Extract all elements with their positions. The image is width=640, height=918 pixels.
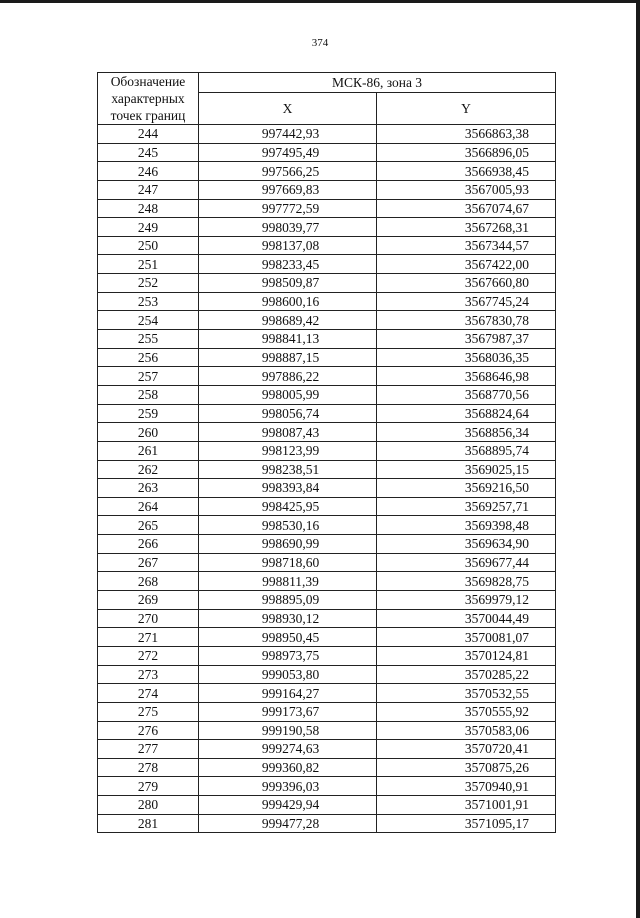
point-number-cell: 268 (98, 572, 199, 591)
table-row (98, 236, 556, 255)
table-row (98, 162, 556, 181)
table-row (98, 702, 556, 721)
y-coordinate-cell: 3570583,06 (377, 721, 556, 740)
point-number-cell: 260 (98, 423, 199, 442)
table-row (98, 385, 556, 404)
point-number-cell: 281 (98, 814, 199, 833)
table-row (98, 143, 556, 162)
y-coordinate-cell: 3570081,07 (377, 628, 556, 647)
table-row (98, 814, 556, 833)
table-row (98, 758, 556, 777)
table-header-row (98, 73, 556, 93)
x-coordinate-cell: 998530,16 (199, 516, 377, 535)
y-coordinate-cell: 3568036,35 (377, 348, 556, 367)
point-number-cell: 270 (98, 609, 199, 628)
point-number-cell: 273 (98, 665, 199, 684)
table-row (98, 684, 556, 703)
y-coordinate-cell: 3568646,98 (377, 367, 556, 386)
point-number-cell: 279 (98, 777, 199, 796)
point-number-cell: 277 (98, 740, 199, 759)
table-row (98, 535, 556, 554)
x-coordinate-cell: 999360,82 (199, 758, 377, 777)
table-row (98, 404, 556, 423)
coordinates-table-body (98, 73, 556, 833)
point-number-cell: 255 (98, 330, 199, 349)
header-x: X (199, 93, 377, 125)
x-coordinate-cell: 998973,75 (199, 646, 377, 665)
table-row (98, 646, 556, 665)
table-row (98, 740, 556, 759)
y-coordinate-cell: 3567344,57 (377, 236, 556, 255)
y-coordinate-cell: 3568824,64 (377, 404, 556, 423)
x-coordinate-cell: 998930,12 (199, 609, 377, 628)
table-row (98, 460, 556, 479)
y-coordinate-cell: 3567074,67 (377, 199, 556, 218)
table-row (98, 479, 556, 498)
x-coordinate-cell: 998087,43 (199, 423, 377, 442)
y-coordinate-cell: 3570285,22 (377, 665, 556, 684)
point-number-cell: 247 (98, 180, 199, 199)
x-coordinate-cell: 999274,63 (199, 740, 377, 759)
point-number-cell: 267 (98, 553, 199, 572)
table-row (98, 665, 556, 684)
point-number-cell: 262 (98, 460, 199, 479)
table-row (98, 777, 556, 796)
table-row (98, 199, 556, 218)
x-coordinate-cell: 998718,60 (199, 553, 377, 572)
table-row (98, 292, 556, 311)
point-number-cell: 252 (98, 274, 199, 293)
x-coordinate-cell: 998841,13 (199, 330, 377, 349)
point-number-cell: 245 (98, 143, 199, 162)
y-coordinate-cell: 3567660,80 (377, 274, 556, 293)
point-number-cell: 258 (98, 385, 199, 404)
y-coordinate-cell: 3569634,90 (377, 535, 556, 554)
x-coordinate-cell: 998600,16 (199, 292, 377, 311)
point-number-cell: 249 (98, 218, 199, 237)
point-number-cell: 259 (98, 404, 199, 423)
table-row (98, 330, 556, 349)
table-row (98, 367, 556, 386)
x-coordinate-cell: 998425,95 (199, 497, 377, 516)
x-coordinate-cell: 997669,83 (199, 180, 377, 199)
table-row (98, 591, 556, 610)
y-coordinate-cell: 3569216,50 (377, 479, 556, 498)
y-coordinate-cell: 3568856,34 (377, 423, 556, 442)
table-row (98, 572, 556, 591)
y-coordinate-cell: 3570720,41 (377, 740, 556, 759)
header-point-designation: Обозначение характерных точек границ (98, 73, 199, 125)
table-row (98, 796, 556, 815)
table-row (98, 516, 556, 535)
y-coordinate-cell: 3567830,78 (377, 311, 556, 330)
x-coordinate-cell: 998690,99 (199, 535, 377, 554)
coordinates-table (97, 72, 556, 833)
point-number-cell: 246 (98, 162, 199, 181)
y-coordinate-cell: 3570555,92 (377, 702, 556, 721)
y-coordinate-cell: 3567745,24 (377, 292, 556, 311)
y-coordinate-cell: 3568770,56 (377, 385, 556, 404)
y-coordinate-cell: 3569025,15 (377, 460, 556, 479)
y-coordinate-cell: 3570124,81 (377, 646, 556, 665)
x-coordinate-cell: 998238,51 (199, 460, 377, 479)
x-coordinate-cell: 999164,27 (199, 684, 377, 703)
point-number-cell: 244 (98, 125, 199, 144)
y-coordinate-cell: 3570532,55 (377, 684, 556, 703)
point-number-cell: 269 (98, 591, 199, 610)
x-coordinate-cell: 998393,84 (199, 479, 377, 498)
x-coordinate-cell: 999477,28 (199, 814, 377, 833)
table-row (98, 628, 556, 647)
x-coordinate-cell: 997495,49 (199, 143, 377, 162)
x-coordinate-cell: 997772,59 (199, 199, 377, 218)
y-coordinate-cell: 3568895,74 (377, 441, 556, 460)
point-number-cell: 278 (98, 758, 199, 777)
point-number-cell: 276 (98, 721, 199, 740)
page-number: 374 (311, 37, 329, 49)
point-number-cell: 274 (98, 684, 199, 703)
y-coordinate-cell: 3566896,05 (377, 143, 556, 162)
y-coordinate-cell: 3567268,31 (377, 218, 556, 237)
table-row (98, 423, 556, 442)
y-coordinate-cell: 3569979,12 (377, 591, 556, 610)
point-number-cell: 272 (98, 646, 199, 665)
x-coordinate-cell: 998233,45 (199, 255, 377, 274)
y-coordinate-cell: 3566938,45 (377, 162, 556, 181)
y-coordinate-cell: 3567422,00 (377, 255, 556, 274)
x-coordinate-cell: 998887,15 (199, 348, 377, 367)
header-y: Y (377, 93, 556, 125)
header-coordinate-system: МСК-86, зона 3 (199, 73, 556, 93)
y-coordinate-cell: 3566863,38 (377, 125, 556, 144)
x-coordinate-cell: 998056,74 (199, 404, 377, 423)
point-number-cell: 248 (98, 199, 199, 218)
x-coordinate-cell: 997566,25 (199, 162, 377, 181)
y-coordinate-cell: 3571095,17 (377, 814, 556, 833)
y-coordinate-cell: 3570940,91 (377, 777, 556, 796)
x-coordinate-cell: 998689,42 (199, 311, 377, 330)
x-coordinate-cell: 997442,93 (199, 125, 377, 144)
y-coordinate-cell: 3567005,93 (377, 180, 556, 199)
y-coordinate-cell: 3569677,44 (377, 553, 556, 572)
x-coordinate-cell: 998895,09 (199, 591, 377, 610)
point-number-cell: 250 (98, 236, 199, 255)
point-number-cell: 264 (98, 497, 199, 516)
table-row (98, 274, 556, 293)
x-coordinate-cell: 998123,99 (199, 441, 377, 460)
y-coordinate-cell: 3567987,37 (377, 330, 556, 349)
point-number-cell: 275 (98, 702, 199, 721)
table-row (98, 609, 556, 628)
x-coordinate-cell: 998039,77 (199, 218, 377, 237)
point-number-cell: 254 (98, 311, 199, 330)
y-coordinate-cell: 3571001,91 (377, 796, 556, 815)
table-row (98, 348, 556, 367)
x-coordinate-cell: 999190,58 (199, 721, 377, 740)
table-row (98, 497, 556, 516)
table-row (98, 255, 556, 274)
x-coordinate-cell: 998137,08 (199, 236, 377, 255)
x-coordinate-cell: 999053,80 (199, 665, 377, 684)
point-number-cell: 271 (98, 628, 199, 647)
table-row (98, 125, 556, 144)
table-row (98, 218, 556, 237)
table-row (98, 553, 556, 572)
y-coordinate-cell: 3570044,49 (377, 609, 556, 628)
point-number-cell: 280 (98, 796, 199, 815)
x-coordinate-cell: 997886,22 (199, 367, 377, 386)
x-coordinate-cell: 998509,87 (199, 274, 377, 293)
y-coordinate-cell: 3569257,71 (377, 497, 556, 516)
x-coordinate-cell: 999173,67 (199, 702, 377, 721)
table-row (98, 311, 556, 330)
x-coordinate-cell: 998005,99 (199, 385, 377, 404)
point-number-cell: 266 (98, 535, 199, 554)
table-row (98, 180, 556, 199)
y-coordinate-cell: 3569828,75 (377, 572, 556, 591)
point-number-cell: 251 (98, 255, 199, 274)
point-number-cell: 261 (98, 441, 199, 460)
table-row (98, 721, 556, 740)
x-coordinate-cell: 999396,03 (199, 777, 377, 796)
x-coordinate-cell: 998950,45 (199, 628, 377, 647)
point-number-cell: 263 (98, 479, 199, 498)
x-coordinate-cell: 998811,39 (199, 572, 377, 591)
point-number-cell: 256 (98, 348, 199, 367)
table-row (98, 441, 556, 460)
y-coordinate-cell: 3569398,48 (377, 516, 556, 535)
point-number-cell: 257 (98, 367, 199, 386)
x-coordinate-cell: 999429,94 (199, 796, 377, 815)
point-number-cell: 265 (98, 516, 199, 535)
point-number-cell: 253 (98, 292, 199, 311)
y-coordinate-cell: 3570875,26 (377, 758, 556, 777)
